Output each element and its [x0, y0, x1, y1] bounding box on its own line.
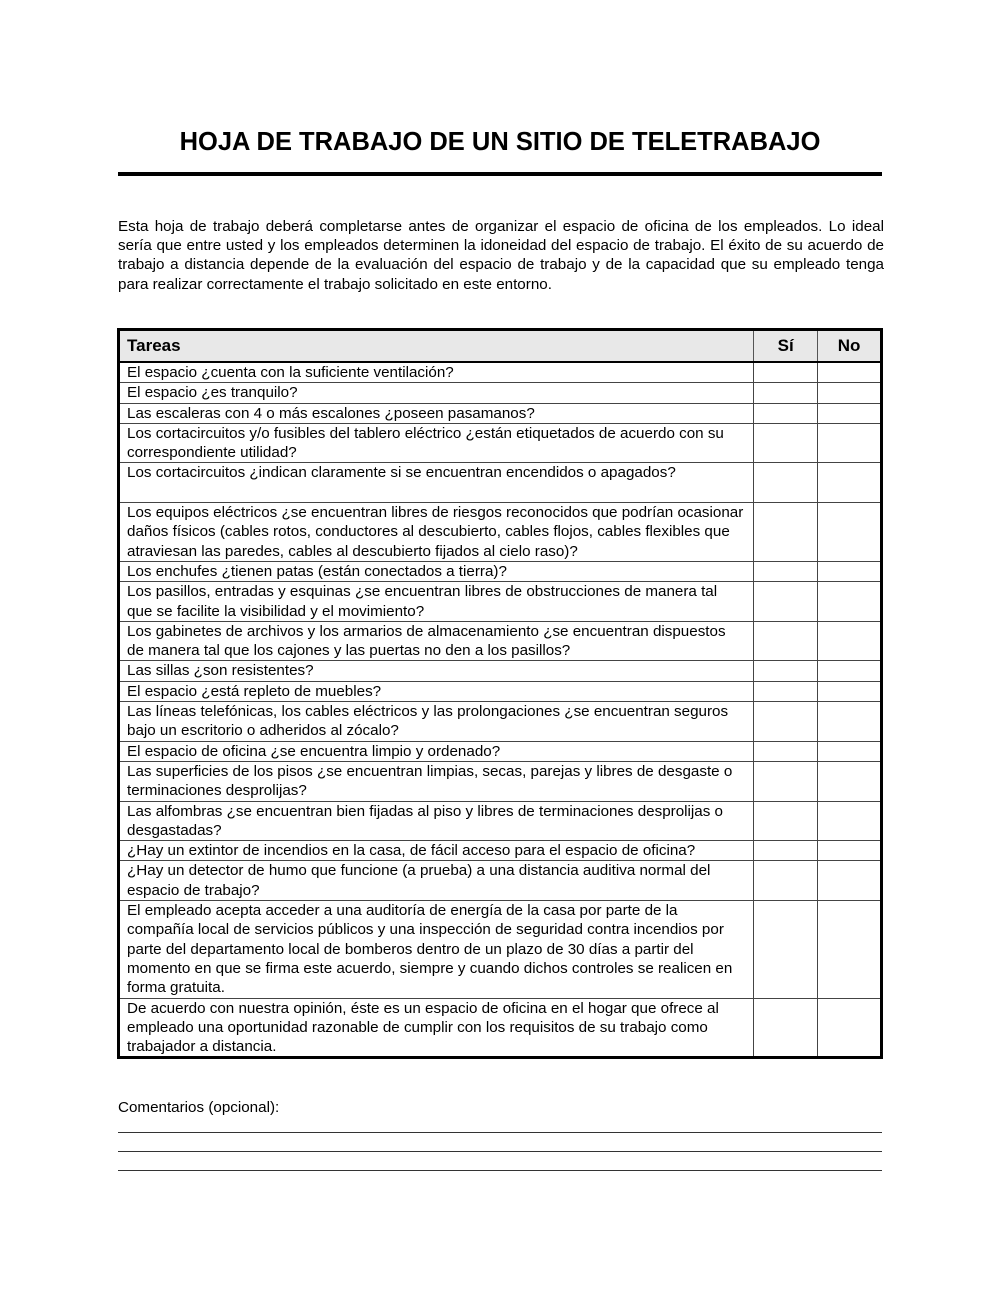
yes-cell[interactable] — [754, 801, 818, 841]
table-row — [119, 582, 882, 622]
comment-line-3[interactable] — [118, 1170, 882, 1171]
task-cell: Los equipos eléctricos ¿se encuentran libres de riesgos reconocidos que podrían ocasionar daños físicos (cables rotos, conductores al descubierto, cables flojos, cables flexibles que atraviesan las paredes, cables al descubierto fijados al cielo raso)? — [119, 503, 754, 562]
table-row — [119, 362, 882, 383]
comments-label: Comentarios (opcional): — [118, 1099, 280, 1116]
table-row — [119, 503, 882, 562]
task-cell: Los gabinetes de archivos y los armarios de almacenamiento ¿se encuentran dispuestos de manera tal que los cajones y las puertas no den a los pasillos? — [119, 621, 754, 661]
no-cell[interactable] — [818, 741, 882, 761]
task-cell: El empleado acepta acceder a una auditoría de energía de la casa por parte de la compañía local de servicios públicos y una inspección de seguridad contra incendios por parte del departamento local de bomberos dentro de un plazo de 30 días a partir del momento en que se firma este acuerdo, siempre y cuando dichos controles se realicen en forma gratuita. — [119, 901, 754, 998]
task-cell: ¿Hay un extintor de incendios en la casa, de fácil acceso para el espacio de oficina? — [119, 841, 754, 861]
no-cell[interactable] — [818, 661, 882, 681]
yes-cell[interactable] — [754, 383, 818, 403]
yes-cell[interactable] — [754, 998, 818, 1058]
no-cell[interactable] — [818, 998, 882, 1058]
yes-cell[interactable] — [754, 702, 818, 742]
table-row — [119, 661, 882, 681]
table-row — [119, 702, 882, 742]
no-cell[interactable] — [818, 801, 882, 841]
table-row — [119, 741, 882, 761]
table-row — [119, 841, 882, 861]
task-cell: El espacio de oficina ¿se encuentra limpio y ordenado? — [119, 741, 754, 761]
yes-cell[interactable] — [754, 901, 818, 998]
table-row — [119, 901, 882, 998]
no-cell[interactable] — [818, 503, 882, 562]
title-divider — [118, 172, 882, 176]
comment-line-1[interactable] — [118, 1132, 882, 1133]
table-row — [119, 998, 882, 1058]
intro-paragraph: Esta hoja de trabajo deberá completarse antes de organizar el espacio de oficina de los empleados. Lo ideal sería que entre usted y los empleados determinen la idoneidad del espacio de trabajo. El éxito de su acuerdo de trabajo a distancia depende de la evaluación del espacio de trabajo y de la capacidad que su empleado tenga para realizar correctamente el trabajo solicitado en este entorno. — [118, 218, 884, 293]
yes-cell[interactable] — [754, 503, 818, 562]
yes-cell[interactable] — [754, 621, 818, 661]
no-cell[interactable] — [818, 901, 882, 998]
task-cell: El espacio ¿está repleto de muebles? — [119, 681, 754, 701]
yes-cell[interactable] — [754, 741, 818, 761]
no-cell[interactable] — [818, 621, 882, 661]
no-cell[interactable] — [818, 702, 882, 742]
task-cell — [119, 463, 754, 503]
table-row — [119, 801, 882, 841]
header-tasks: Tareas — [119, 330, 754, 363]
yes-cell[interactable] — [754, 582, 818, 622]
header-no: No — [818, 330, 882, 363]
table-row — [119, 403, 882, 423]
no-cell[interactable] — [818, 561, 882, 581]
no-cell[interactable] — [818, 761, 882, 801]
task-cell: Las escaleras con 4 o más escalones ¿poseen pasamanos? — [119, 403, 754, 423]
task-text: Los cortacircuitos ¿indican claramente si se encuentran encendidos o apagados? — [127, 464, 676, 482]
no-cell[interactable] — [818, 362, 882, 383]
yes-cell[interactable] — [754, 761, 818, 801]
yes-cell[interactable] — [754, 841, 818, 861]
checklist-table — [117, 328, 883, 1059]
table-row — [119, 761, 882, 801]
no-cell[interactable] — [818, 681, 882, 701]
yes-cell[interactable] — [754, 681, 818, 701]
no-cell[interactable] — [818, 423, 882, 463]
no-cell[interactable] — [818, 383, 882, 403]
yes-cell[interactable] — [754, 561, 818, 581]
yes-cell[interactable] — [754, 423, 818, 463]
table-row — [119, 861, 882, 901]
task-cell: El espacio ¿es tranquilo? — [119, 383, 754, 403]
yes-cell[interactable] — [754, 362, 818, 383]
yes-cell[interactable] — [754, 661, 818, 681]
task-cell: De acuerdo con nuestra opinión, éste es un espacio de oficina en el hogar que ofrece al empleado una oportunidad razonable de cumplir con los requisitos de su trabajo como trabajador a distancia. — [119, 998, 754, 1058]
no-cell[interactable] — [818, 841, 882, 861]
no-cell[interactable] — [818, 403, 882, 423]
table-row — [119, 463, 882, 503]
no-cell[interactable] — [818, 861, 882, 901]
task-cell: El espacio ¿cuenta con la suficiente ventilación? — [119, 362, 754, 383]
table-row — [119, 561, 882, 581]
task-cell: Las líneas telefónicas, los cables eléctricos y las prolongaciones ¿se encuentran seguros bajo un escritorio o adheridos al zócalo? — [119, 702, 754, 742]
task-cell: Las sillas ¿son resistentes? — [119, 661, 754, 681]
yes-cell[interactable] — [754, 861, 818, 901]
header-yes: Sí — [754, 330, 818, 363]
table-row — [119, 621, 882, 661]
task-cell: Los pasillos, entradas y esquinas ¿se encuentran libres de obstrucciones de manera tal que se facilite la visibilidad y el movimiento? — [119, 582, 754, 622]
blank-line — [127, 483, 746, 502]
table-row — [119, 681, 882, 701]
table-header-row — [119, 330, 882, 363]
yes-cell[interactable] — [754, 403, 818, 423]
task-cell: Los enchufes ¿tienen patas (están conectados a tierra)? — [119, 561, 754, 581]
task-cell: Las alfombras ¿se encuentran bien fijadas al piso y libres de terminaciones desprolijas o desgastadas? — [119, 801, 754, 841]
task-cell: Las superficies de los pisos ¿se encuentran limpias, secas, parejas y libres de desgaste o terminaciones desprolijas? — [119, 761, 754, 801]
table-row — [119, 423, 882, 463]
comment-line-2[interactable] — [118, 1151, 882, 1152]
no-cell[interactable] — [818, 582, 882, 622]
task-cell: Los cortacircuitos y/o fusibles del tablero eléctrico ¿están etiquetados de acuerdo con su correspondiente utilidad? — [119, 423, 754, 463]
table-row — [119, 383, 882, 403]
yes-cell[interactable] — [754, 463, 818, 503]
document-title: HOJA DE TRABAJO DE UN SITIO DE TELETRABAJO — [179, 128, 821, 156]
no-cell[interactable] — [818, 463, 882, 503]
task-cell: ¿Hay un detector de humo que funcione (a prueba) a una distancia auditiva normal del espacio de trabajo? — [119, 861, 754, 901]
